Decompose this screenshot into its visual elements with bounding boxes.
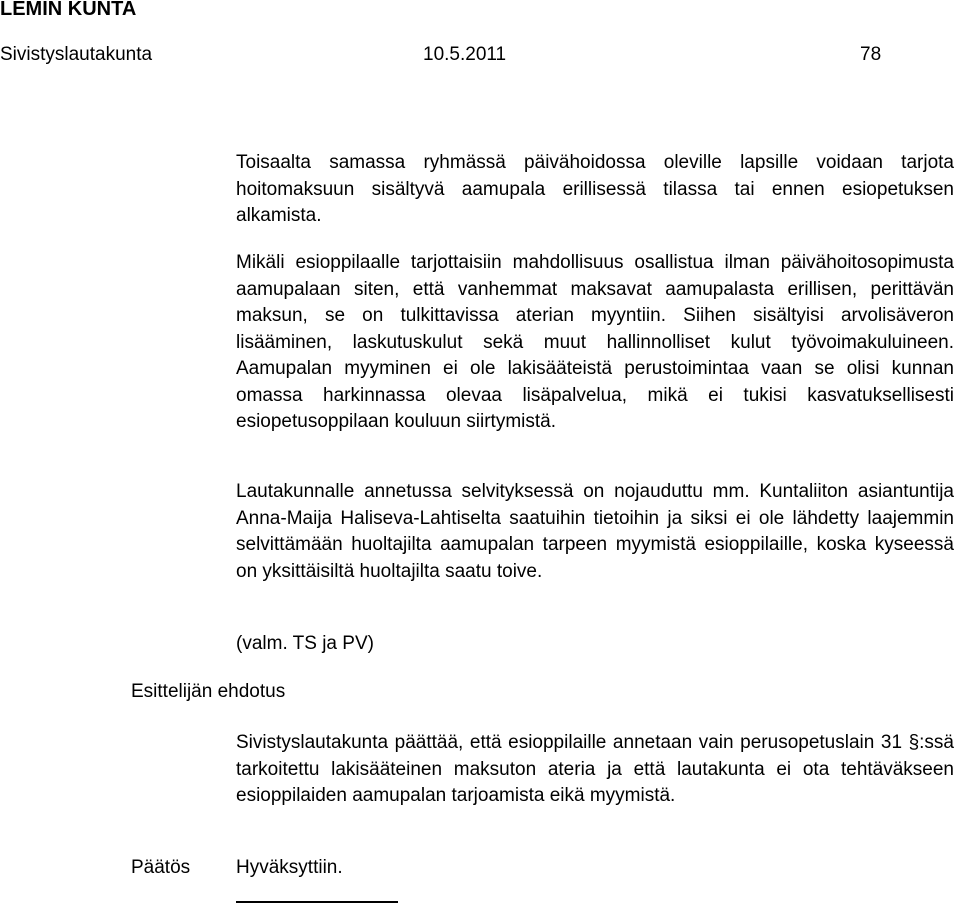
organization-name: LEMIN KUNTA: [0, 0, 137, 20]
preparer-note: (valm. TS ja PV): [236, 633, 374, 654]
proposal-label: Esittelijän ehdotus: [131, 681, 286, 702]
signature-line: [236, 901, 398, 903]
paragraph-text: Lautakunnalle annetussa selvityksessä on nojauduttu mm. Kuntaliiton asiantuntija Anna-Maija Haliseva-Lahtiselta saatuihin tietoihin ja siksi ei ole lähdetty laajemmin selvittämään huoltajilta aamupalan tarpeen myymistä esioppilaille, koska kyseessä on yksittäisiltä huoltajilta saatu toive.: [236, 481, 954, 582]
paragraph-3: [236, 479, 954, 585]
paragraph-4: [236, 631, 954, 658]
proposal-text: Sivistyslautakunta päättää, että esioppilaille annetaan vain perusopetuslain 31 §:ssä tarkoitettu lakisääteinen maksuton ateria ja että lautakunta ei ota tehtäväkseen esioppilaiden aamupalan tarjoamista eikä myymistä.: [236, 732, 954, 806]
paragraph-1: [236, 150, 954, 230]
decision-text: Hyväksyttiin.: [236, 857, 343, 878]
paragraph-text: Mikäli esioppilaalle tarjottaisiin mahdollisuus osallistua ilman päivähoitosopimusta aamupalaan siten, että vanhemmat maksavat aamupalasta erillisen, perittävän maksun, se on tulkittavissa aterian myyntiin. Siihen sisältyisi arvolisäveron lisääminen, laskutuskulut sekä muut hallinnolliset kulut työvoimakuluineen. Aamupalan myyminen ei ole lakisääteistä perustoimintaa vaan se olisi kunnan omassa harkinnassa olevaa lisäpalvelua, mikä ei tukisi kasvatuksellisesti esiopetusoppilaan kouluun siirtymistä.: [236, 252, 954, 432]
committee-name: Sivistyslautakunta: [0, 44, 153, 65]
paragraph-2: [236, 250, 954, 436]
paragraph-text: Toisaalta samassa ryhmässä päivähoidossa oleville lapsille voidaan tarjota hoitomaksuun sisältyvä aamupala erillisessä tilassa tai ennen esiopetuksen alkamista.: [236, 152, 954, 226]
decision-label: Päätös: [131, 857, 191, 878]
page-number: 78: [860, 44, 882, 65]
meeting-date: 10.5.2011: [423, 44, 507, 65]
proposal-paragraph: [236, 730, 954, 810]
